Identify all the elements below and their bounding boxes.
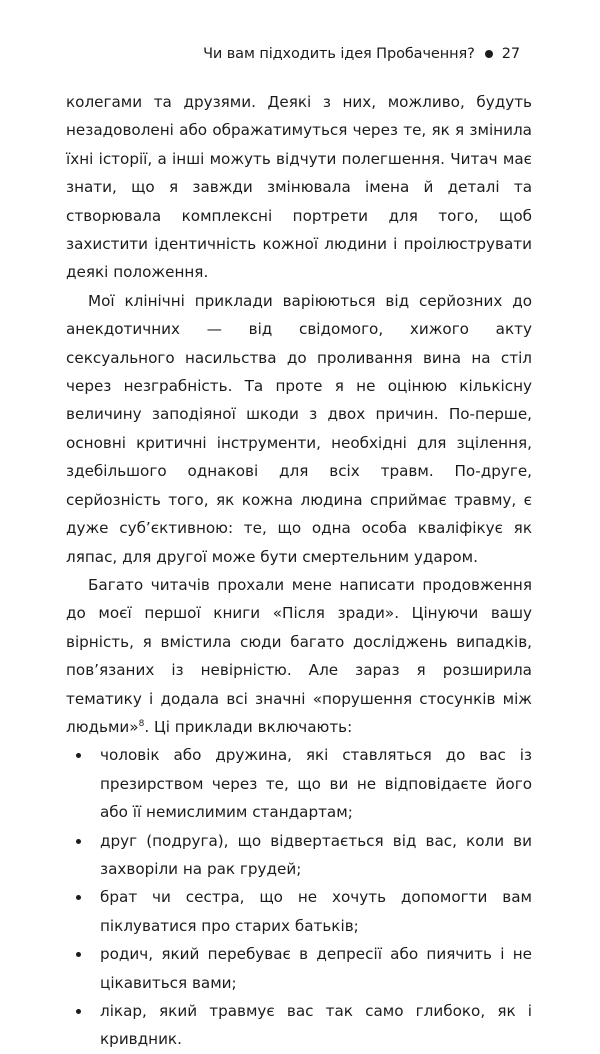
list-item	[66, 827, 532, 884]
list-item	[66, 940, 532, 997]
list-item-text: друг (подруга), що відвертається від вас, коли ви захворіли на рак грудей;	[100, 831, 532, 878]
page-number: 27	[501, 46, 520, 62]
list-item	[66, 741, 532, 826]
bullet-icon	[76, 1009, 81, 1014]
bullet-icon	[76, 753, 81, 758]
list-item-text: чоловік або дружина, які ставляться до вас із презирством через те, що ви не відповідаєте його або її немислимим стандартам;	[100, 746, 532, 822]
bullet-icon	[76, 952, 81, 957]
bullet-list	[66, 741, 532, 1053]
bullet-icon	[76, 839, 81, 844]
running-header	[203, 46, 520, 62]
page-body	[66, 88, 532, 1054]
header-separator-dot	[485, 50, 493, 58]
paragraph-3-text: Багато читачів прохали мене написати продовження до моєї першої книги «Після зради». Цінуючи вашу вірність, я вмістила сюди багато досліджень випадків, пов’язаних із невірністю. Але зараз я розширила тематику і додала всі значні «порушення стосунків між людьми»	[66, 575, 532, 736]
paragraph-3-end: . Ці приклади включають:	[144, 717, 353, 736]
paragraph-2: Мої клінічні приклади варіюються від серйозних до анекдотичних — від свідомого, хижого акту сексуального насильства до проливання вина на стіл через незграбність. Та проте я не оцінюю кількісну величину заподіяної шкоди з двох причин. По-перше, основні критичні інструменти, необхідні для зцілення, здебільшого однакові для всіх травм. По-друге, серйозність того, як кожна людина сприймає травму, є дуже суб’єктивною: те, що одна особа кваліфікує як ляпас, для другої може бути смертельним ударом.	[66, 291, 532, 566]
footnote-marker: 8	[138, 718, 145, 729]
paragraph-1: колегами та друзями. Деякі з них, можливо, будуть незадоволені або ображатимуться через те, як я змінила їхні історії, а інші можуть відчути полегшення. Читач має знати, що я завжди змінювала імена й деталі та створювала комплексні портрети для того, щоб захистити ідентичність кожної людини і проілюструвати деякі положення.	[66, 93, 532, 282]
list-item-text: лікар, який травмує вас так само глибоко, як і кривдник.	[100, 1002, 532, 1049]
list-item-text: брат чи сестра, що не хочуть допомогти вам піклуватися про старих батьків;	[100, 888, 532, 935]
bullet-icon	[76, 895, 81, 900]
list-item	[66, 883, 532, 940]
running-header-title: Чи вам підходить ідея Пробачення?	[203, 46, 475, 62]
list-item-text: родич, який перебуває в депресії або пиячить і не цікавиться вами;	[100, 945, 532, 992]
list-item	[66, 997, 532, 1054]
paragraph-3	[66, 571, 532, 741]
